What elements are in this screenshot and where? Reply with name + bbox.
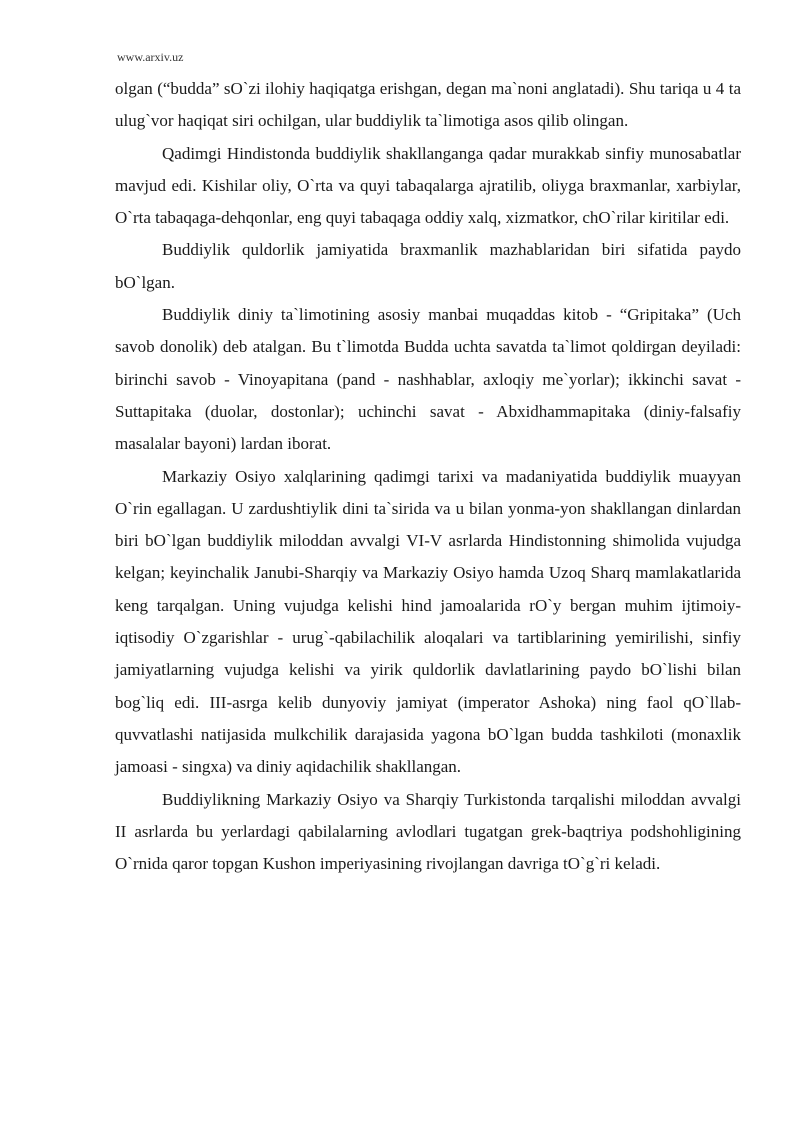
- paragraph: Markaziy Osiyo xalqlarining qadimgi tarixi va madaniyatida buddiylik muayyan O`rin egallagan. U zardushtiylik dini ta`sirida va u bilan yonma-yon shakllangan dinlardan biri bO`lgan buddiylik miloddan avvalgi VI-V asrlarda Hindistonning shimolida vujudga kelgan; keyinchalik Janubi-Sharqiy va Markaziy Osiyo hamda Uzoq Sharq mamlakatlarida keng tarqalgan. Uning vujudga kelishi hind jamoalarida rO`y bergan muhim ijtimoiy-iqtisodiy O`zgarishlar - urug`-qabilachilik aloqalari va tartiblarining yemirilishi, sinfiy jamiyatlarning vujudga kelishi va yirik quldorlik davlatlarining paydo bO`lishi bilan bog`liq edi. III-asrga kelib dunyoviy jamiyat (imperator Ashoka) ning faol qO`llab-quvvatlashi natijasida mulkchilik darajasida yagona bO`lgan budda tashkiloti (monaxlik jamoasi - singxa) va diniy aqidachilik shakllangan.: [115, 466, 741, 777]
- paragraph: Buddiylikning Markaziy Osiyo va Sharqiy Turkistonda tarqalishi miloddan avvalgi II asrlarda bu yerlardagi qabilalarning avlodlari tugatgan grek-baqtriya podshohligining O`rnida qaror topgan Kushon imperiyasining rivojlangan davriga tO`g`ri keladi.: [115, 789, 741, 874]
- paragraph: Buddiylik quldorlik jamiyatida braxmanlik mazhablaridan biri sifatida paydo bO`lgan.: [115, 240, 741, 292]
- paragraph: olgan (“budda” sO`zi ilohiy haqiqatga erishgan, degan ma`noni anglatadi). Shu tariqa u 4 ta ulug`vor haqiqat siri ochilgan, ular buddiylik ta`limotiga asos qilib olingan.: [115, 79, 741, 131]
- document-body: [115, 73, 741, 880]
- paragraph: Buddiylik diniy ta`limotining asosiy manbai muqaddas kitob - “Gripitaka” (Uch savob donolik) deb atalgan. Bu t`limotda Budda uchta savatda ta`limot qoldirgan deyiladi: birinchi savob - Vinoyapitana (pand - nashhablar, axloqiy me`yorlar); ikkinchi savat - Suttapitaka (duolar, dostonlar); uchinchi savat - Abxidhammapitaka (diniy-falsafiy masalalar bayoni) lardan iborat.: [115, 305, 741, 454]
- paragraph: Qadimgi Hindistonda buddiylik shakllanganga qadar murakkab sinfiy munosabatlar mavjud edi. Kishilar oliy, O`rta va quyi tabaqalarga ajratilib, oliyga braxmanlar, xarbiylar, O`rta tabaqaga-dehqonlar, eng quyi tabaqaga oddiy xalq, xizmatkor, chO`rilar kiritilar edi.: [115, 143, 741, 228]
- header-url: www.arxiv.uz: [117, 50, 184, 64]
